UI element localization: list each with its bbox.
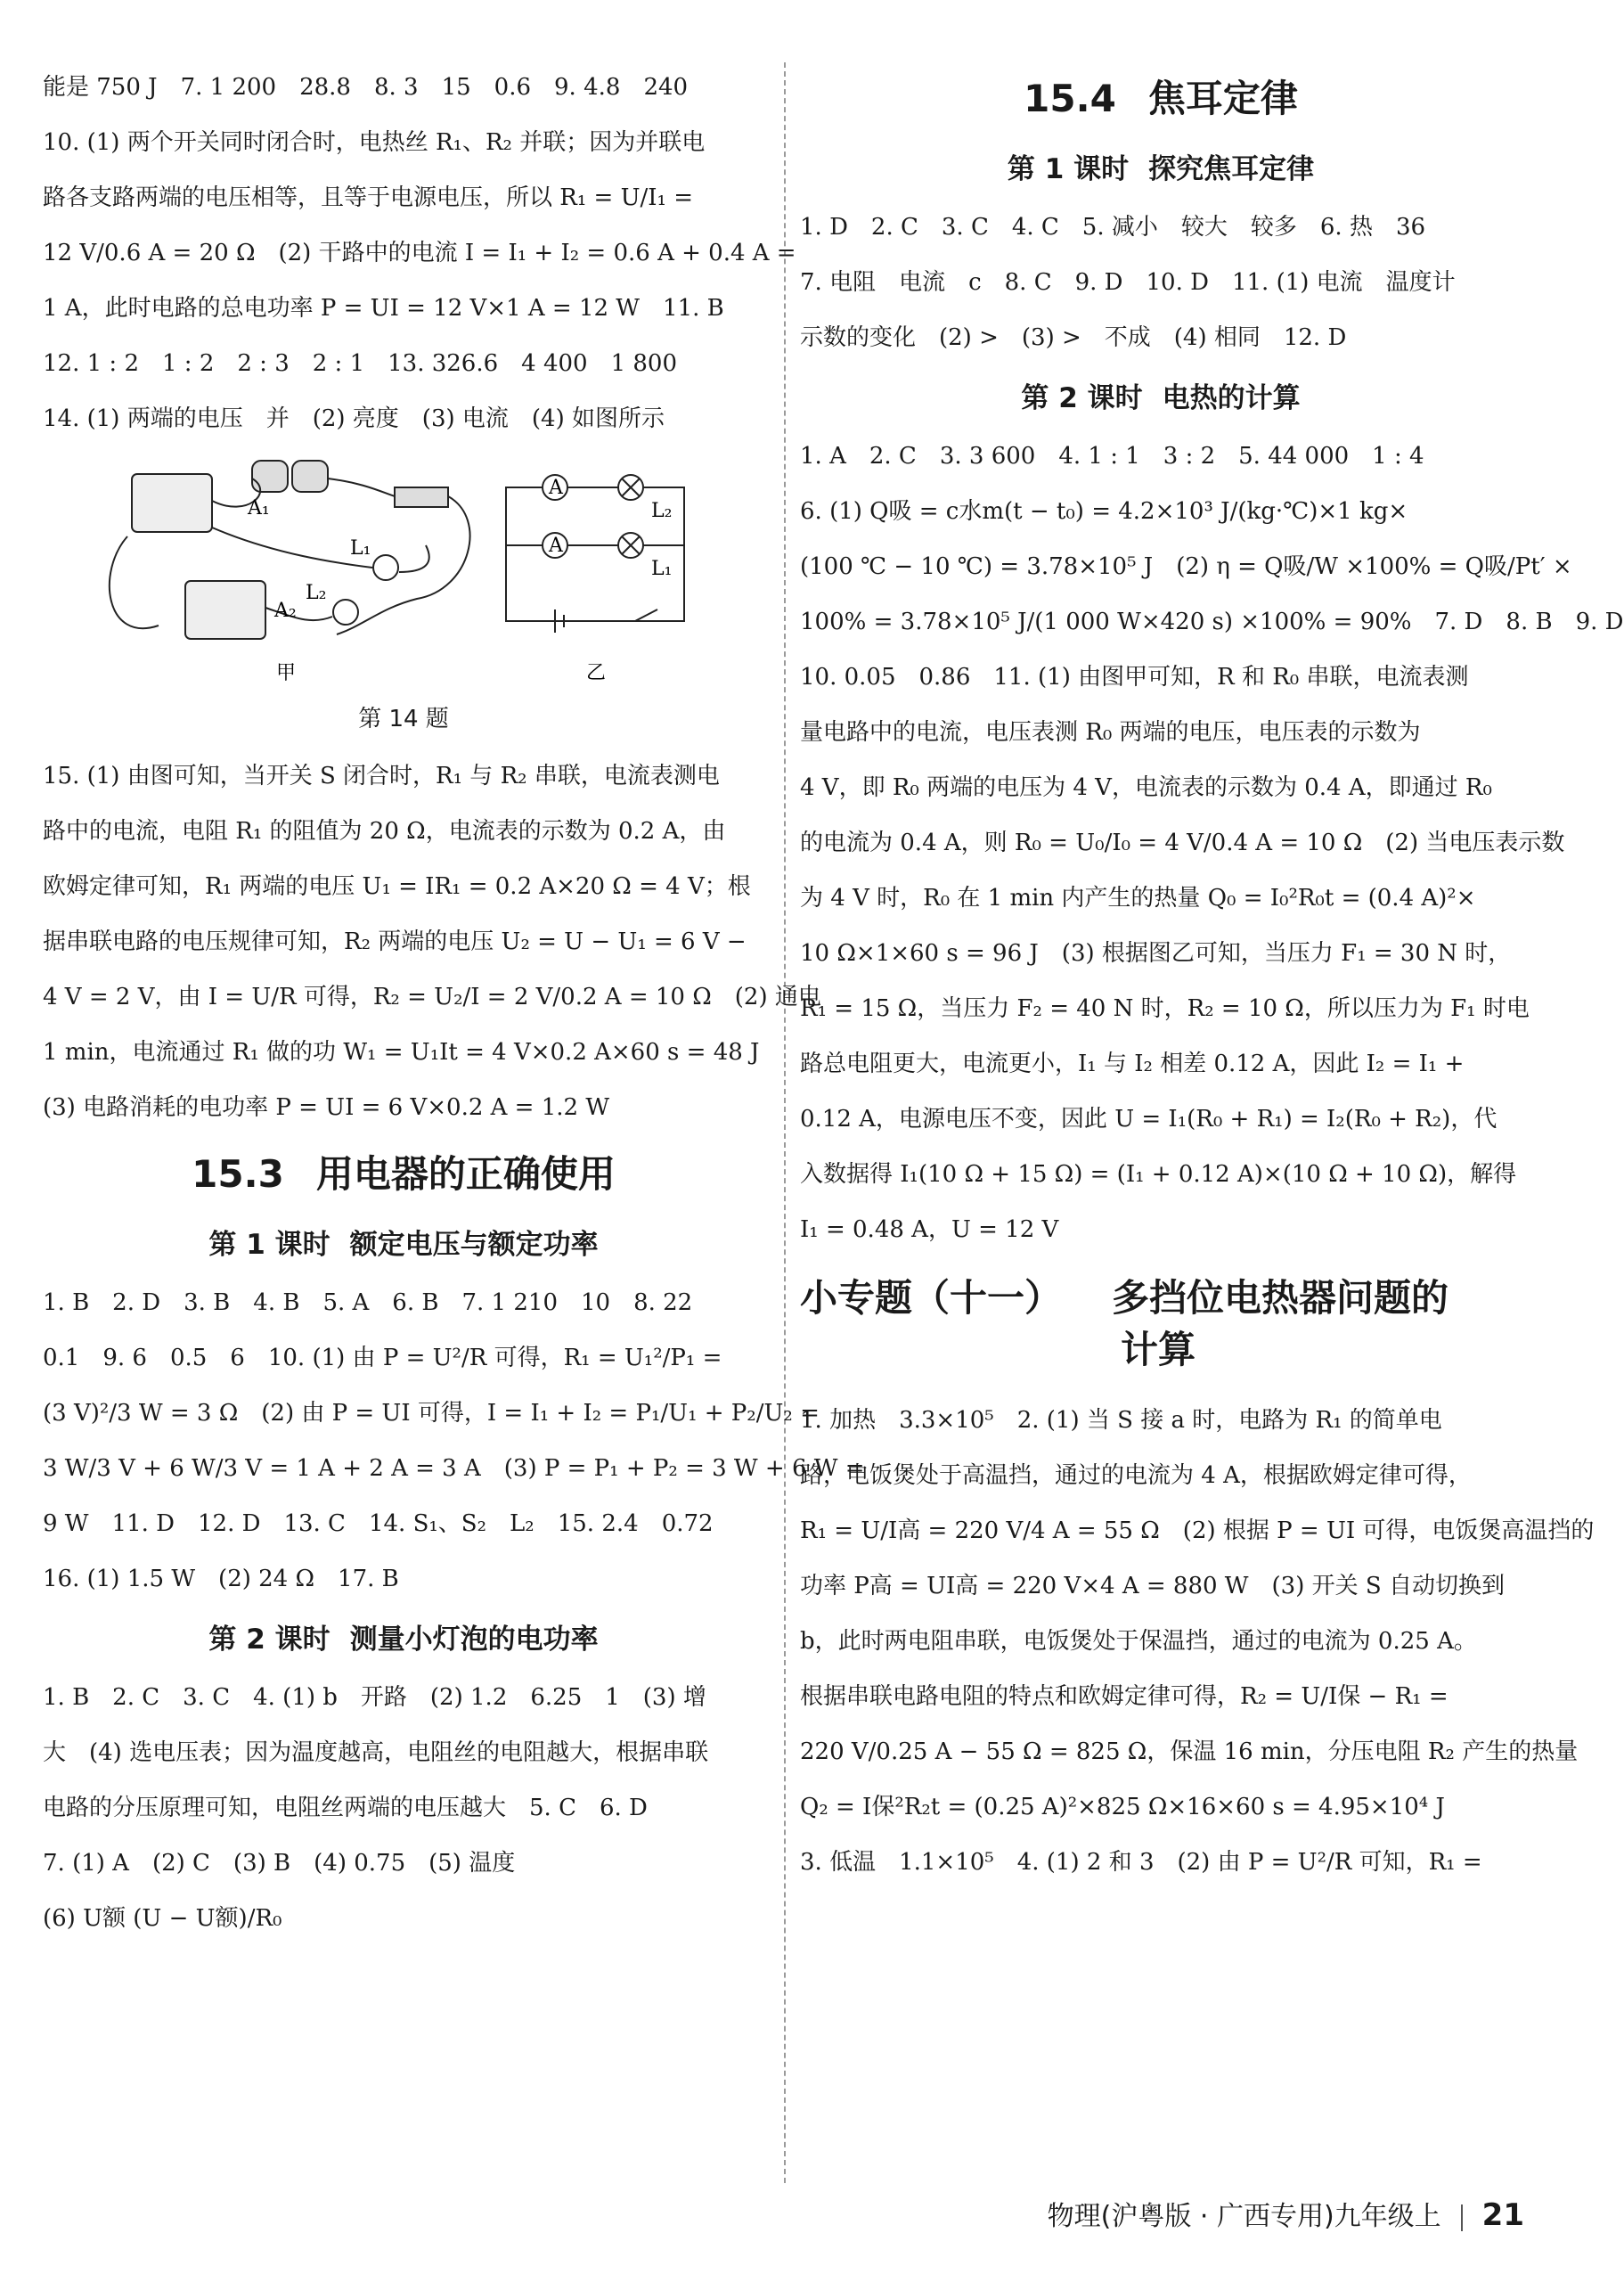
- figure-label-a1: A₁: [248, 497, 270, 519]
- schematic-label-l2: L₂: [651, 500, 673, 522]
- lesson-number: 第 2 课时: [1021, 382, 1143, 414]
- answer-line: 12. 1 : 2 1 : 2 2 : 3 2 : 1 13. 326.6 4 400 1 800: [43, 350, 678, 377]
- answer-line: 10. (1) 两个开关同时闭合时，电热丝 R₁、R₂ 并联；因为并联电: [43, 129, 706, 156]
- answer-line: 6. (1) Q吸 = c水m(t − t₀) = 4.2×10³ J/(kg·℃)×1 kg×: [800, 498, 1408, 525]
- figure-label-l2: L₂: [306, 582, 327, 604]
- answer-line: 功率 P高 = UI高 = 220 V×4 A = 880 W (3) 开关 S 自动切换到: [800, 1573, 1505, 1599]
- switch: [395, 487, 448, 507]
- answer-line: 14. (1) 两端的电压 并 (2) 亮度 (3) 电流 (4) 如图所示: [43, 405, 665, 432]
- answer-line: 1. 加热 3.3×10⁵ 2. (1) 当 S 接 a 时，电路为 R₁ 的简单电: [800, 1407, 1442, 1434]
- section-number: 15.3: [192, 1152, 284, 1196]
- answers-block-a: [43, 70, 796, 437]
- ammeter-a2: [185, 581, 265, 639]
- page-number: 21: [1481, 2197, 1524, 2233]
- answer-line: 0.12 A，电源电压不变，因此 U = I₁(R₀ + R₁) = I₂(R₀ + R₂)，代: [800, 1106, 1498, 1133]
- lesson-title-text: 探究焦耳定律: [1148, 153, 1315, 185]
- lesson-title-text: 电热的计算: [1162, 382, 1301, 414]
- figure-label-jia: 甲: [276, 662, 297, 684]
- answer-line: 0.1 9. 6 0.5 6 10. (1) 由 P = U²/R 可得，R₁ = U₁²/P₁ =: [43, 1345, 722, 1371]
- answer-line: 据串联电路的电压规律可知，R₂ 两端的电压 U₂ = U − U₁ = 6 V −: [43, 928, 747, 955]
- answer-line: 15. (1) 由图可知，当开关 S 闭合时，R₁ 与 R₂ 串联，电流表测电: [43, 763, 720, 789]
- left-column: [43, 70, 865, 1956]
- schematic-label-a: A: [549, 477, 563, 499]
- answer-line: (6) U额 (U − U额)/R₀: [43, 1905, 282, 1932]
- lesson-title-text: 测量小灯泡的电功率: [349, 1624, 599, 1656]
- topic-title-line2: 计算: [1121, 1328, 1196, 1371]
- topic-title-line1: 多挡位电热器问题的: [1112, 1276, 1449, 1320]
- battery: [252, 461, 288, 492]
- answer-line: 大 (4) 选电压表；因为温度越高，电阻丝的电阻越大，根据串联: [43, 1739, 709, 1766]
- circuit-figure: [43, 456, 764, 688]
- figure-label-l1: L₁: [350, 537, 371, 560]
- lesson-number: 第 1 课时: [1007, 153, 1130, 185]
- footer-separator: [1461, 2204, 1463, 2231]
- schematic-circuit: [506, 475, 684, 633]
- lesson-title: [43, 1616, 764, 1656]
- answer-line: R₁ = 15 Ω，当压力 F₂ = 40 N 时，R₂ = 10 Ω，所以压力为 F₁ 时电: [800, 995, 1530, 1022]
- answer-line: 12 V/0.6 A = 20 Ω (2) 干路中的电流 I = I₁ + I₂ = 0.6 A + 0.4 A =: [43, 240, 796, 266]
- footer-subject: 物理(沪粤版 · 广西专用)九年级上: [1047, 2201, 1441, 2232]
- answer-line: 3 W/3 V + 6 W/3 V = 1 A + 2 A = 3 A (3) P = P₁ + P₂ = 3 W + 6 W =: [43, 1455, 865, 1482]
- answer-line: (3 V)²/3 W = 3 Ω (2) 由 P = UI 可得，I = I₁ + I₂ = P₁/U₁ + P₂/U₂ =: [43, 1400, 820, 1427]
- lesson-title: [43, 1222, 764, 1262]
- answer-line: 示数的变化 (2) > (3) > 不成 (4) 相同 12. D: [800, 324, 1347, 351]
- answer-line: 7. 电阻 电流 c 8. C 9. D 10. D 11. (1) 电流 温度计: [800, 269, 1456, 296]
- figure-label-yi: 乙: [586, 662, 607, 684]
- answer-line: 16. (1) 1.5 W (2) 24 Ω 17. B: [43, 1566, 399, 1592]
- answer-line: (100 ℃ − 10 ℃) = 3.78×10⁵ J (2) η = Q吸/W ×100% = Q吸/Pt′ ×: [800, 553, 1572, 580]
- answer-line: 1. D 2. C 3. C 4. C 5. 减小 较大 较多 6. 热 36: [800, 214, 1426, 241]
- answer-line: 10. 0.05 0.86 11. (1) 由图甲可知，R 和 R₀ 串联，电流表测: [800, 664, 1469, 691]
- answer-line: 1. A 2. C 3. 3 600 4. 1 : 1 3 : 2 5. 44 000 1 : 4: [800, 443, 1424, 470]
- answer-line: 9 W 11. D 12. D 13. C 14. S₁、S₂ L₂ 15. 2.4 0.72: [43, 1510, 714, 1537]
- lesson-number: 第 2 课时: [208, 1624, 331, 1656]
- answer-line: 路总电阻更大，电流更小，I₁ 与 I₂ 相差 0.12 A，因此 I₂ = I₁ +: [800, 1051, 1465, 1077]
- answers-block-b: [43, 758, 821, 1125]
- column-divider: [784, 62, 786, 2183]
- figure-label-a2: A₂: [274, 600, 297, 622]
- lesson-number: 第 1 课时: [208, 1229, 331, 1261]
- battery: [292, 461, 328, 492]
- figure-caption: 第 14 题: [358, 706, 449, 732]
- answer-line: Q₂ = I保²R₂t = (0.25 A)²×825 Ω×16×60 s = 4.95×10⁴ J: [800, 1794, 1445, 1820]
- answer-line: 根据串联电路电阻的特点和欧姆定律可得，R₂ = U/I保 − R₁ =: [800, 1683, 1449, 1710]
- answer-line: b，此时两电阻串联，电饭煲处于保温挡，通过的电流为 0.25 A。: [800, 1628, 1477, 1655]
- answer-line: 量电路中的电流，电压表测 R₀ 两端的电压，电压表的示数为: [800, 719, 1421, 746]
- schematic-label-a: A: [549, 535, 563, 557]
- answer-line: R₁ = U/I高 = 220 V/4 A = 55 Ω (2) 根据 P = UI 可得，电饭煲高温挡的: [800, 1517, 1595, 1544]
- answer-line: 路，电饭煲处于高温挡，通过的电流为 4 A，根据欧姆定律可得，: [800, 1462, 1472, 1489]
- answer-line: 220 V/0.25 A − 55 Ω = 825 Ω，保温 16 min，分压电阻 R₂ 产生的热量: [800, 1738, 1579, 1765]
- section-number: 15.4: [1024, 77, 1116, 120]
- switch-symbol: [635, 609, 657, 621]
- answer-line: 4 V = 2 V，由 I = U/R 可得，R₂ = U₂/I = 2 V/0.2 A = 10 Ω (2) 通电: [43, 984, 821, 1010]
- answer-line: 1 A，此时电路的总电功率 P = UI = 12 V×1 A = 12 W 11. B: [43, 295, 724, 322]
- lamp-l2: [333, 600, 358, 625]
- answer-line: 的电流为 0.4 A，则 R₀ = U₀/I₀ = 4 V/0.4 A = 10 Ω (2) 当电压表示数: [800, 830, 1565, 856]
- schematic-label-l1: L₁: [651, 558, 673, 580]
- answer-line: 3. 低温 1.1×10⁵ 4. (1) 2 和 3 (2) 由 P = U²/R 可知，R₁ =: [800, 1849, 1482, 1876]
- answer-line: 10 Ω×1×60 s = 96 J (3) 根据图乙可知，当压力 F₁ = 30 N 时，: [800, 940, 1512, 967]
- answer-line: 1. B 2. C 3. C 4. (1) b 开路 (2) 1.2 6.25 1 (3) 增: [43, 1684, 706, 1711]
- answer-line: 1. B 2. D 3. B 4. B 5. A 6. B 7. 1 210 10 8. 22: [43, 1289, 693, 1316]
- answer-line: 4 V，即 R₀ 两端的电压为 4 V，电流表的示数为 0.4 A，即通过 R₀: [800, 774, 1492, 801]
- answer-line: 路中的电流，电阻 R₁ 的阻值为 20 Ω，电流表的示数为 0.2 A，由: [43, 818, 726, 845]
- answer-line: I₁ = 0.48 A，U = 12 V: [800, 1216, 1059, 1243]
- lesson-title: [800, 375, 1522, 415]
- answer-line: 入数据得 I₁(10 Ω + 15 Ω) = (I₁ + 0.12 A)×(10 Ω + 10 Ω)，解得: [800, 1161, 1517, 1188]
- answer-line: 电路的分压原理可知，电阻丝两端的电压越大 5. C 6. D: [43, 1795, 648, 1821]
- answer-line: 能是 750 J 7. 1 200 28.8 8. 3 15 0.6 9. 4.8 240: [43, 74, 689, 101]
- answer-line: 7. (1) A (2) C (3) B (4) 0.75 (5) 温度: [43, 1850, 516, 1877]
- section-title-15-4: [800, 70, 1522, 123]
- topic-label: 小专题（十一）: [800, 1276, 1063, 1320]
- page-footer: [1048, 2194, 1524, 2233]
- section-title-text: 用电器的正确使用: [315, 1152, 616, 1196]
- answer-line: 路各支路两端的电压相等，且等于电源电压，所以 R₁ = U/I₁ =: [43, 184, 693, 211]
- figure-q14: [43, 456, 764, 688]
- lesson-title-text: 额定电压与额定功率: [349, 1229, 599, 1261]
- section-title-15-3: [43, 1145, 764, 1198]
- answer-line: 100% = 3.78×10⁵ J/(1 000 W×420 s) ×100% = 90% 7. D 8. B 9. D: [800, 609, 1624, 635]
- answer-line: 欧姆定律可知，R₁ 两端的电压 U₁ = IR₁ = 0.2 A×20 Ω = 4 V；根: [43, 873, 751, 900]
- answer-line: (3) 电路消耗的电功率 P = UI = 6 V×0.2 A = 1.2 W: [43, 1094, 610, 1121]
- lesson-title: [800, 146, 1522, 186]
- right-column: [800, 70, 1624, 1900]
- topic-title: [800, 1272, 1522, 1376]
- answer-line: 为 4 V 时，R₀ 在 1 min 内产生的热量 Q₀ = I₀²R₀t = (0.4 A)²×: [800, 885, 1476, 912]
- answer-line: 1 min，电流通过 R₁ 做的功 W₁ = U₁It = 4 V×0.2 A×60 s = 48 J: [43, 1039, 760, 1066]
- lamp-l1: [373, 555, 398, 580]
- section-title-text: 焦耳定律: [1147, 77, 1298, 120]
- ammeter-a1: [132, 474, 212, 532]
